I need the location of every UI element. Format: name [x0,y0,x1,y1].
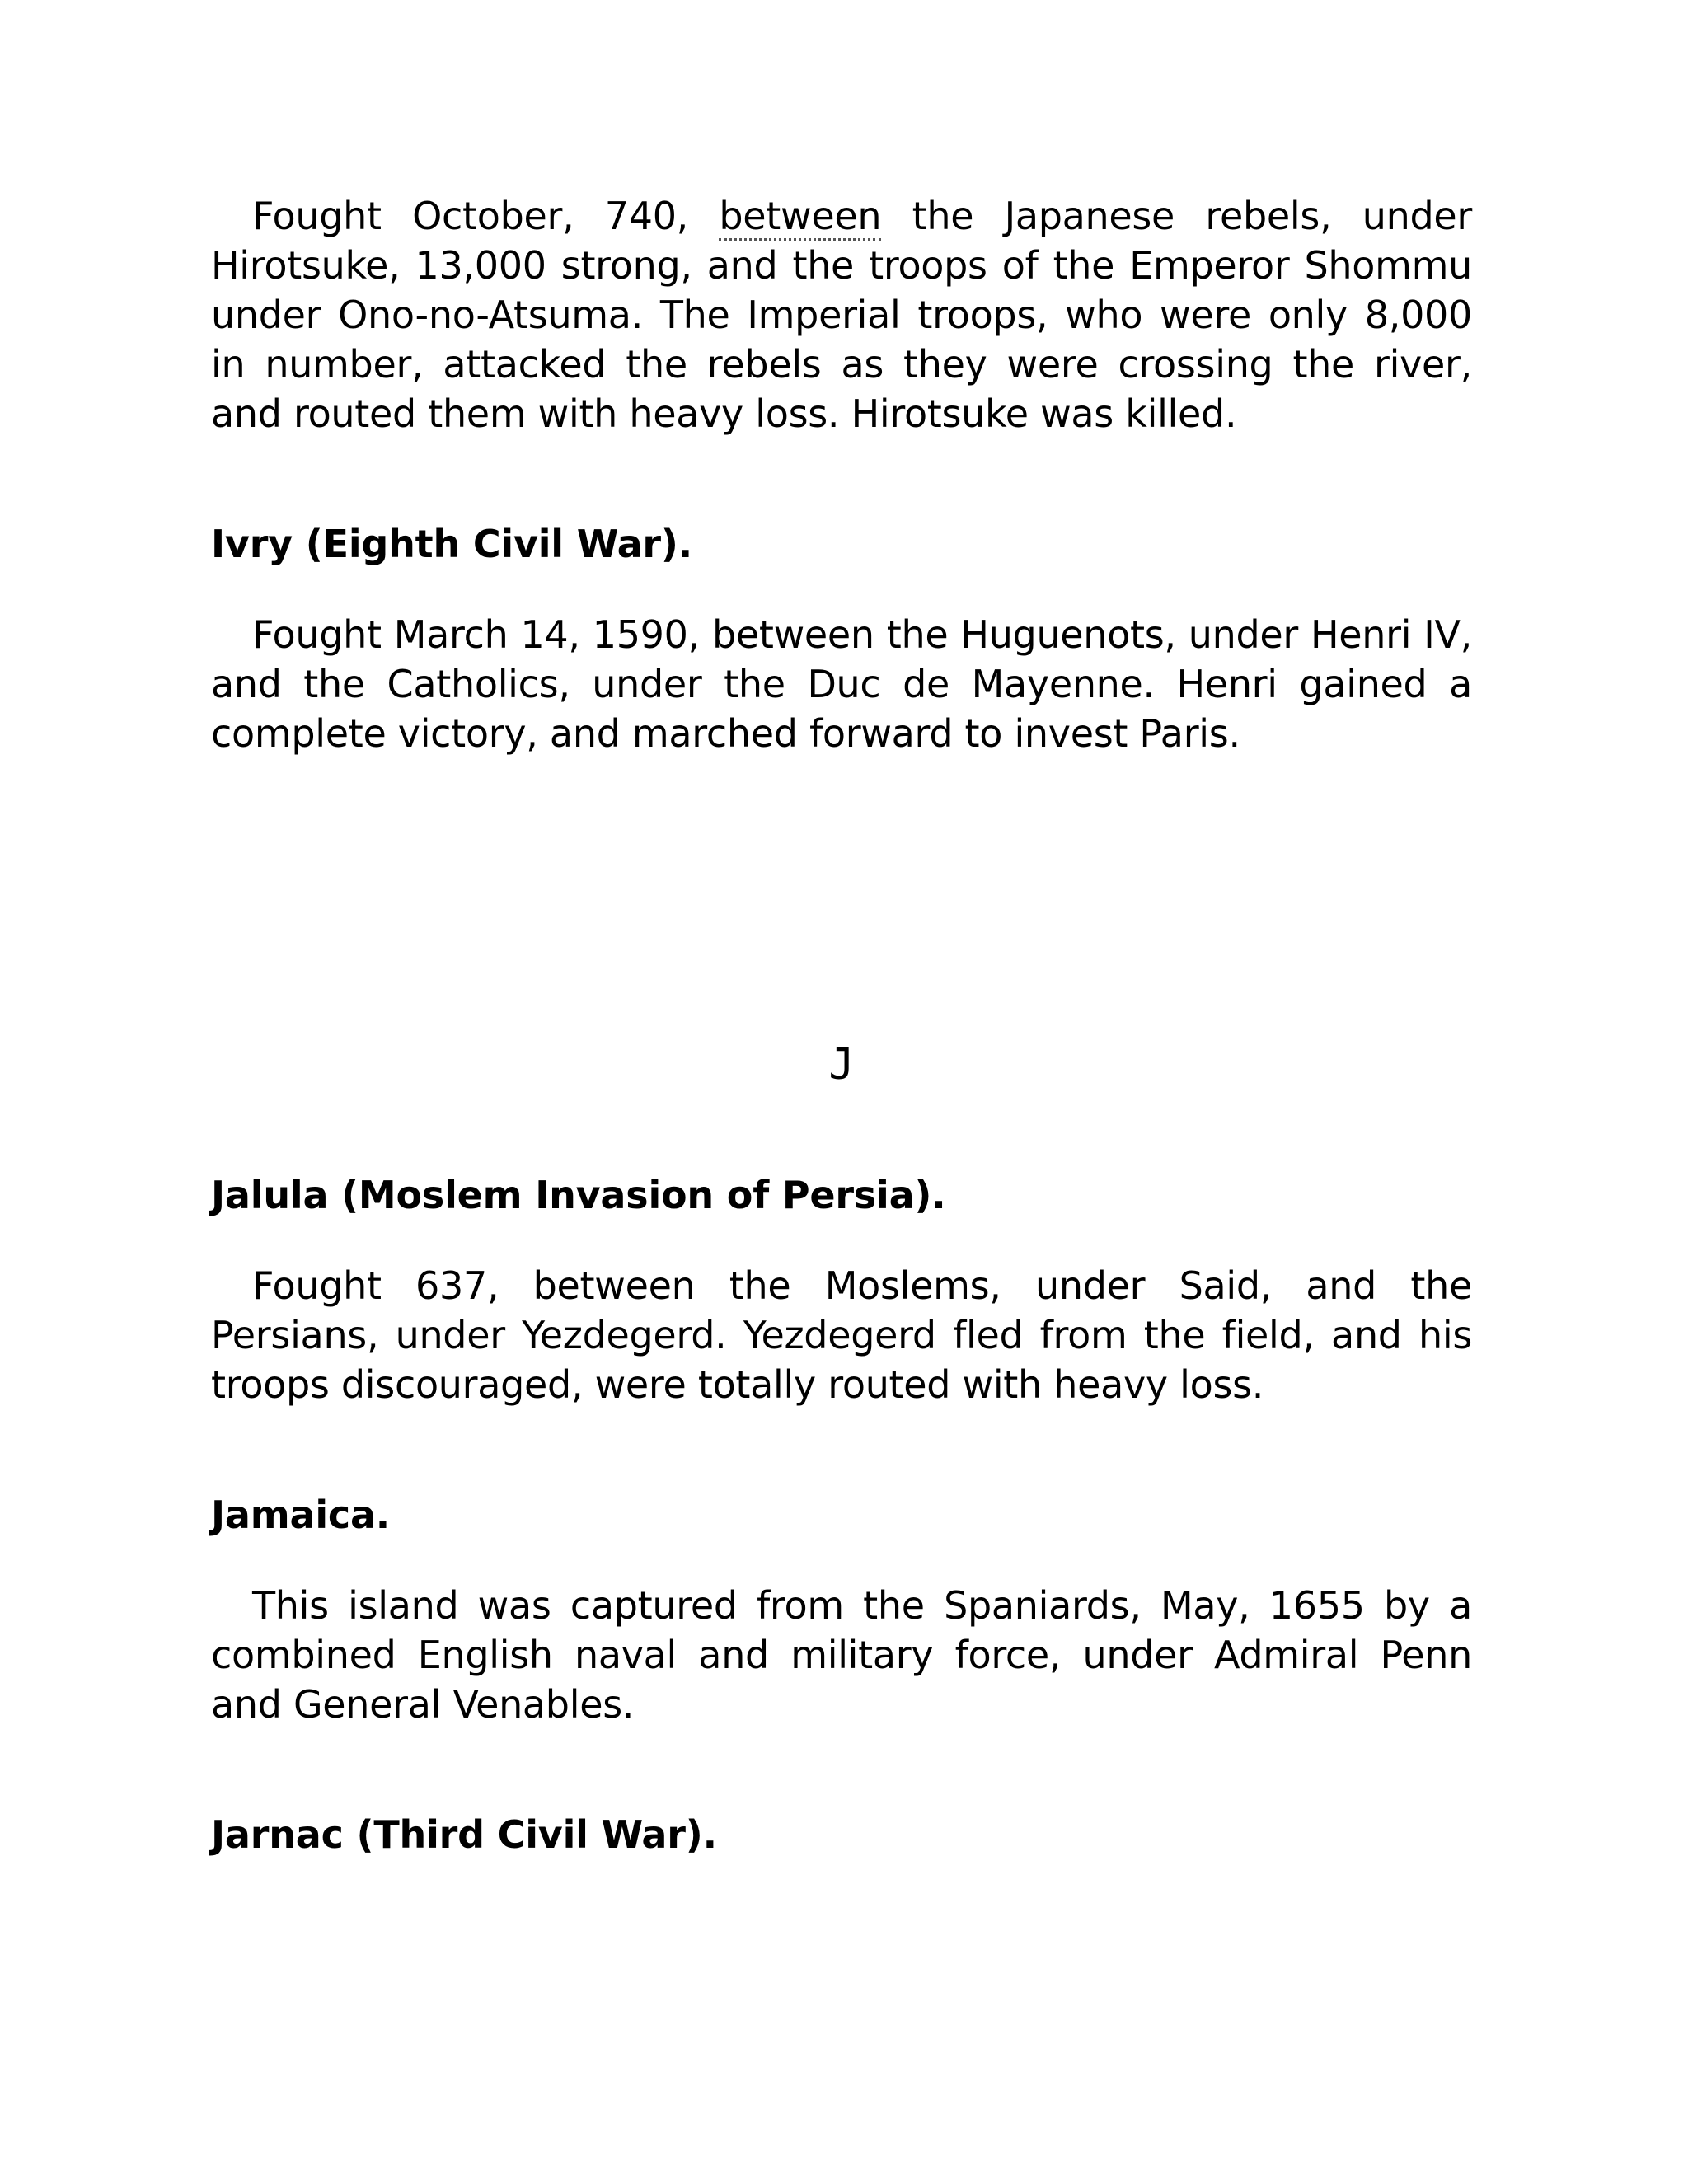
entry-text-jalula: Fought 637, between the Moslems, under Said, and the Persians, under Yezdegerd. Yezdegerd fled from the field, and his troops discouraged, were totally routed with heavy loss. [211,1263,1472,1407]
section-letter: J [828,1040,855,1090]
entry-heading-jarnac: Jarnac (Third Civil War). [211,1812,717,1857]
entry-heading-jalula: Jalula (Moslem Invasion of Persia). [211,1173,946,1217]
entry-heading-ivry: Ivry (Eighth Civil War). [211,522,693,566]
intro-text-after: the Japanese rebels, under Hirotsuke, 13,000 strong, and the troops of the Emperor Shommu under Ono-no-Atsuma. The Imperial troops, who were only 8,000 in number, attacked the rebels as they were crossing the river, and routed them with heavy loss. Hirotsuke was killed. [211,194,1472,436]
intro-text-before: Fought October, 740, [252,194,720,238]
entry-heading-jamaica: Jamaica. [211,1493,391,1537]
document-page [211,191,1472,1859]
entry-text-ivry: Fought March 14, 1590, between the Huguenots, under Henri IV, and the Catholics, under the Duc de Mayenne. Henri gained a complete victory, and marched forward to invest Paris. [211,612,1472,756]
entry-text-jamaica: This island was captured from the Spaniards, May, 1655 by a combined English naval and military force, under Admiral Penn and General Venables. [211,1583,1472,1727]
intro-paragraph [211,191,1472,438]
between-link[interactable]: between [719,194,881,241]
